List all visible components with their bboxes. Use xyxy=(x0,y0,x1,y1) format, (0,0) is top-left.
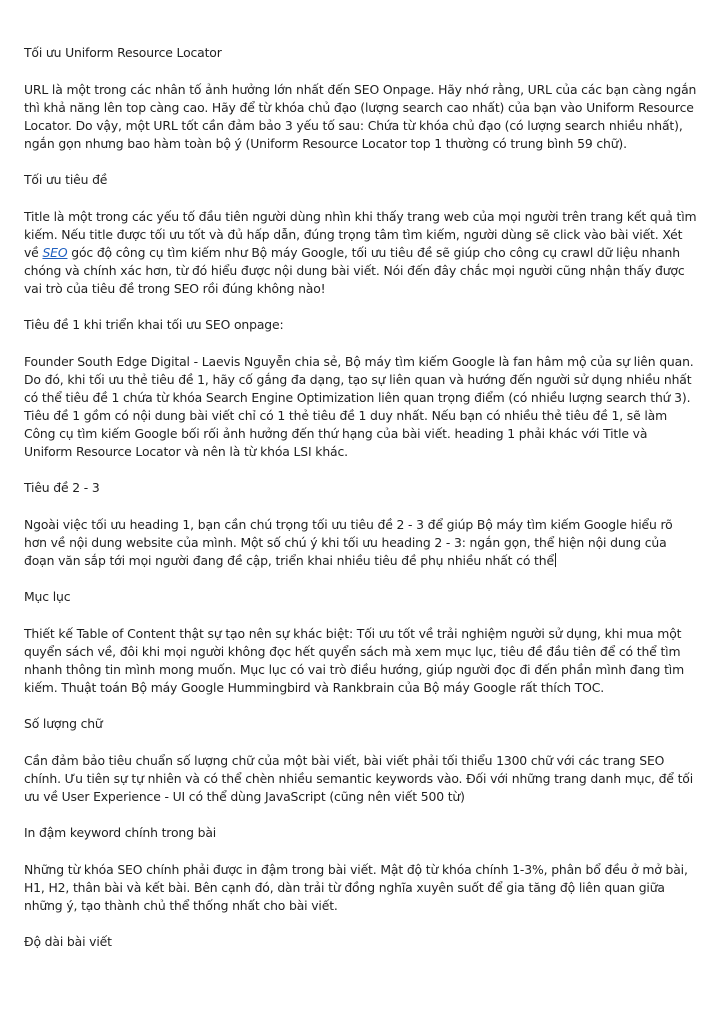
section-body-h1: Founder South Edge Digital - Laevis Nguyễn chia sẻ, Bộ máy tìm kiếm Google là fan hâm mộ của sự liên quan. Do đó, khi tối ưu thẻ tiêu đề 1, hãy cố gắng đa dạng, tạo sự liên quan và hướng đến người sử dụng nhiều nhất có thể tiêu đề 1 chứa từ khóa Search Engine Optimization liên quan trọng điểm (có nhiều lượng search thứ 3). Tiêu đề 1 gồm có nội dung bài viết chỉ có 1 thẻ tiêu đề 1 duy nhất. Nếu bạn có nhiều thẻ tiêu đề 1, sẽ làm Công cụ tìm kiếm Google bối rối ảnh hưởng đến thứ hạng của bài viết. heading 1 phải khác với Title và Uniform Resource Locator và nên là từ khóa LSI khác. xyxy=(24,354,694,459)
section-body-word-count: Cần đảm bảo tiêu chuẩn số lượng chữ của một bài viết, bài viết phải tối thiểu 1300 chữ với các trang SEO chính. Ưu tiên sự tự nhiên và có thể chèn nhiều semantic keywords vào. Đối với những trang danh mục, để tối ưu về User Experience - UI có thể dùng JavaScript (cũng nên viết 500 từ) xyxy=(24,753,694,804)
document-content xyxy=(24,44,698,970)
seo-link[interactable]: SEO xyxy=(42,245,68,260)
section-body-url: URL là một trong các nhân tố ảnh hưởng lớn nhất đến SEO Onpage. Hãy nhớ rằng, URL của các bạn càng ngắn thì khả năng lên top càng cao. Hãy để từ khóa chủ đạo (lượng search cao nhất) của bạn vào Uniform Resource Locator. Do vậy, một URL tốt cần đảm bảo 3 yếu tố sau: Chứa từ khóa chủ đạo (có lượng search nhiều nhất), ngắn gọn nhưng bao hàm toàn bộ ý (Uniform Resource Locator top 1 thường có trung bình 59 chữ). xyxy=(24,82,697,151)
section-heading-word-count: Số lượng chữ xyxy=(24,716,103,731)
section-heading-title: Tối ưu tiêu đề xyxy=(24,172,108,187)
section-body-title xyxy=(24,208,698,298)
section-heading-url: Tối ưu Uniform Resource Locator xyxy=(24,45,222,60)
section-heading-toc: Mục lục xyxy=(24,589,71,604)
body-text-before-link: Title là một trong các yếu tố đầu tiên người dùng nhìn khi thấy trang web của mọi người trên trang kết quả tìm kiếm. Nếu title được tối ưu tốt và đủ hấp dẫn, đúng trọng tâm tìm kiếm, người dùng sẽ click vào bài viết. Xét về xyxy=(24,209,697,260)
section-body-toc: Thiết kế Table of Content thật sự tạo nên sự khác biệt: Tối ưu tốt về trải nghiệm người sử dụng, khi mua một quyển sách về, đôi khi mọi người không đọc hết quyển sách mà xem mục lục, tiêu đề đầu tiên để có thể tìm nhanh thông tin mình mong muốn. Mục lục có vai trò điều hướng, giúp người đọc đi đến phần mình đang tìm kiếm. Thuật toán Bộ máy Google Hummingbird và Rankbrain của Bộ máy Google rất thích TOC. xyxy=(24,626,684,695)
section-heading-h1: Tiêu đề 1 khi triển khai tối ưu SEO onpage: xyxy=(24,317,284,332)
body-text: Ngoài việc tối ưu heading 1, bạn cần chú trọng tối ưu tiêu đề 2 - 3 để giúp Bộ máy tìm kiếm Google hiểu rõ hơn về nội dung website của mình. Một số chú ý khi tối ưu heading 2 - 3: ngắn gọn, thể hiện nội dung của đoạn văn sắp tới mọi người đang đề cập, triển khai nhiều tiêu đề phụ nhiều nhất có thể xyxy=(24,517,673,568)
body-text-after-link: góc độ công cụ tìm kiếm như Bộ máy Google, tối ưu tiêu đề sẽ giúp cho công cụ crawl dữ liệu nhanh chóng và chính xác hơn, từ đó hiểu được nội dung bài viết. Nói đến đây chắc mọi người cũng nhận thấy được vai trò của tiêu đề trong SEO rồi đúng không nào! xyxy=(24,245,685,296)
text-cursor xyxy=(555,553,556,567)
section-heading-article-length: Độ dài bài viết xyxy=(24,934,112,949)
section-body-h2-h3 xyxy=(24,516,698,570)
section-heading-bold-keyword: In đậm keyword chính trong bài xyxy=(24,825,217,840)
section-body-bold-keyword: Những từ khóa SEO chính phải được in đậm trong bài viết. Mật độ từ khóa chính 1-3%, phân bổ đều ở mở bài, H1, H2, thân bài và kết bài. Bên cạnh đó, dàn trải từ đồng nghĩa xuyên suốt để gia tăng độ liên quan giữa những ý, tạo thành chủ thể thống nhất cho bài viết. xyxy=(24,862,688,913)
section-heading-h2-h3: Tiêu đề 2 - 3 xyxy=(24,480,100,495)
